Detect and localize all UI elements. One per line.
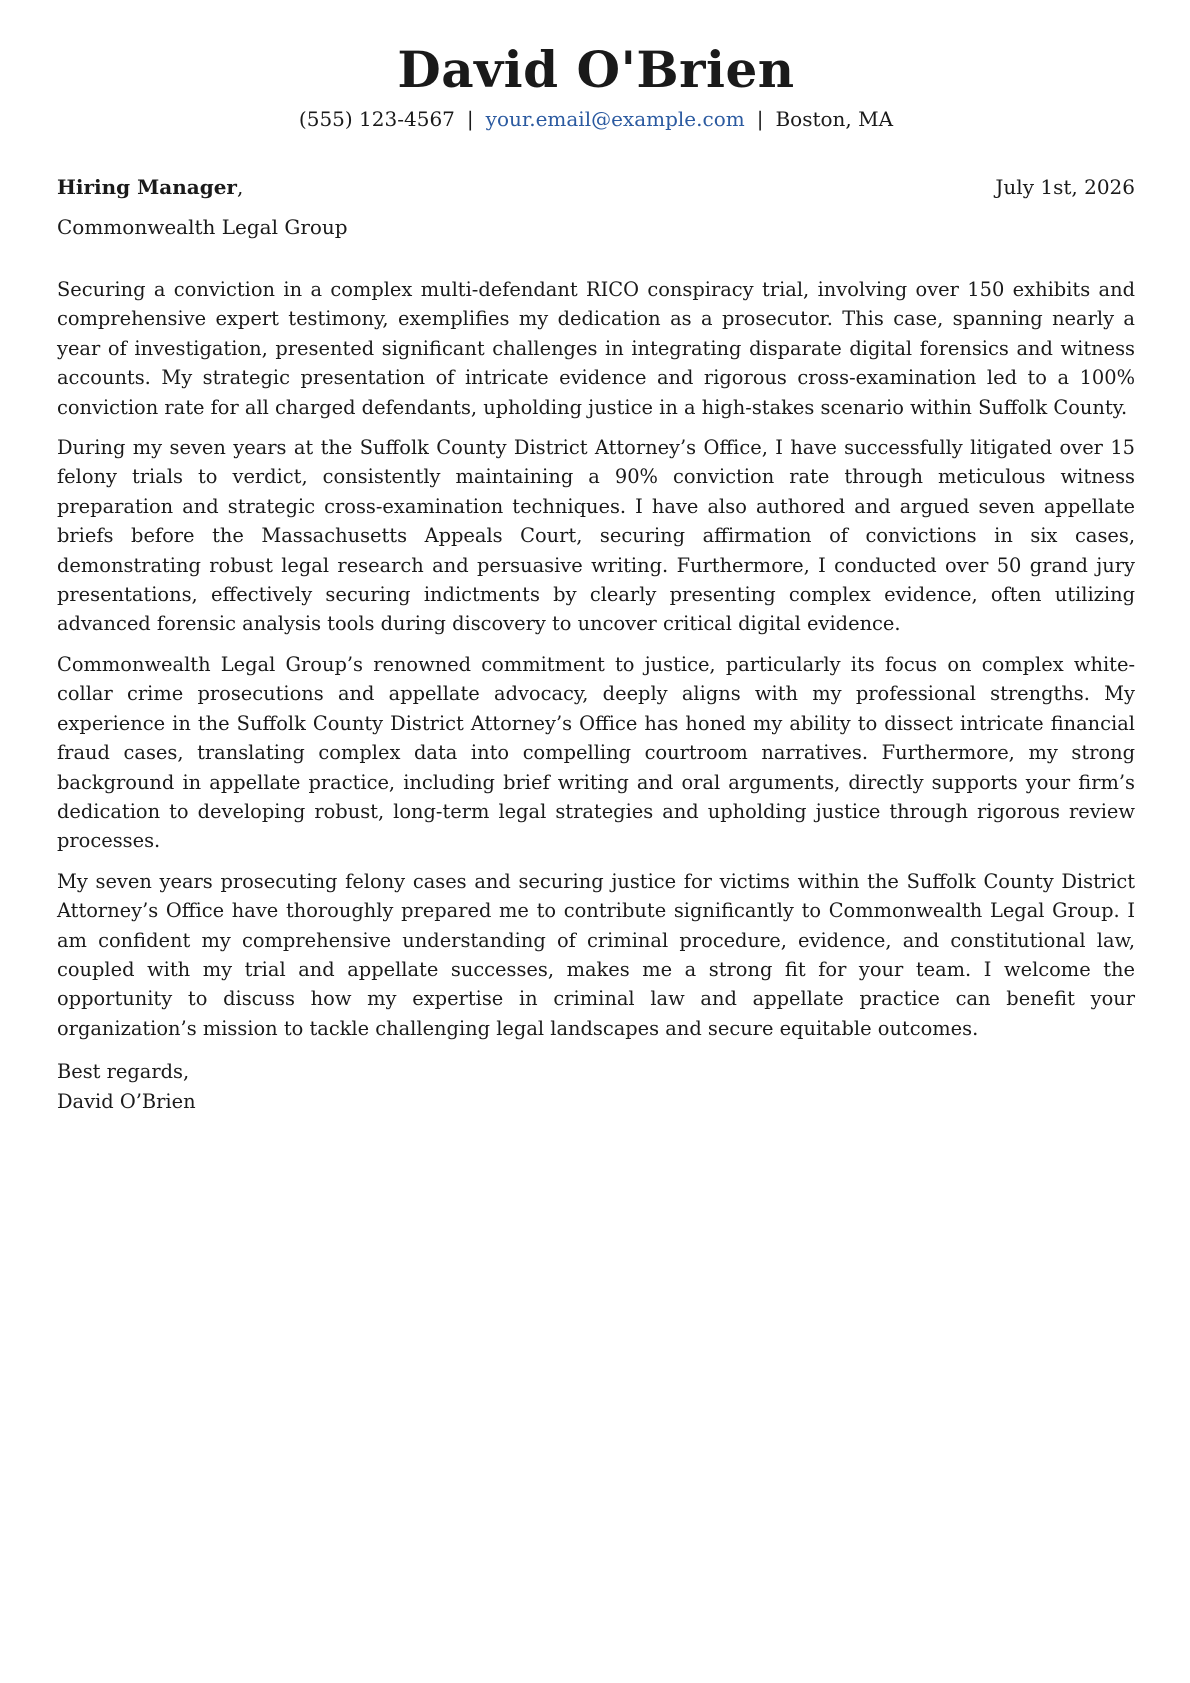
applicant-name: David O'Brien bbox=[397, 40, 795, 99]
recipient-row bbox=[57, 175, 1135, 199]
closing-salutation: Best regards, bbox=[57, 1060, 190, 1084]
location: Boston, MA bbox=[775, 107, 894, 131]
body-paragraph: Commonwealth Legal Group’s renowned commitment to justice, particularly its focus on complex white-collar crime prosecutions and appellate advocacy, deeply aligns with my professional strengths. My experience in the Suffolk County District Attorney’s Office has honed my ability to dissect intricate financial fraud cases, translating complex data into compelling courtroom narratives. Furthermore, my strong background in appellate practice, including brief writing and oral arguments, directly supports your firm’s dedication to developing robust, long-term legal strategies and upholding justice through rigorous review processes. bbox=[57, 652, 1135, 853]
recipient-company: Commonwealth Legal Group bbox=[57, 215, 348, 239]
contact-line bbox=[57, 107, 1135, 131]
body-paragraph: Securing a conviction in a complex multi-defendant RICO conspiracy trial, involving over 150 exhibits and comprehensive expert testimony, exemplifies my dedication as a prosecutor. This case, spanning nearly a year of investigation, presented significant challenges in integrating disparate digital forensics and witness accounts. My strategic presentation of intricate evidence and rigorous cross-examination led to a 100% conviction rate for all charged defendants, upholding justice in a high-stakes scenario within Suffolk County. bbox=[57, 278, 1135, 419]
closing-signature: David O’Brien bbox=[57, 1089, 196, 1113]
body-paragraph: My seven years prosecuting felony cases and securing justice for victims within the Suffolk County District Attorney’s Office have thoroughly prepared me to contribute significantly to Commonwealth Legal Group. I am confident my comprehensive understanding of criminal procedure, evidence, and constitutional law, coupled with my trial and appellate successes, makes me a strong fit for your team. I welcome the opportunity to discuss how my expertise in criminal law and appellate practice can benefit your organization’s mission to tackle challenging legal landscapes and secure equitable outcomes. bbox=[57, 869, 1135, 1040]
separator: | bbox=[756, 107, 764, 131]
letter-body bbox=[57, 275, 1135, 1043]
letter-header bbox=[57, 0, 1135, 131]
recipient-name: Hiring Manager bbox=[57, 175, 237, 199]
recipient-suffix: , bbox=[236, 175, 244, 199]
phone-number: (555) 123-4567 bbox=[298, 107, 455, 131]
separator: | bbox=[466, 107, 474, 131]
recipient-greeting bbox=[57, 175, 243, 199]
letter-date: July 1st, 2026 bbox=[995, 175, 1135, 199]
letter-closing bbox=[57, 1057, 1135, 1116]
body-paragraph: During my seven years at the Suffolk County District Attorney’s Office, I have successfully litigated over 15 felony trials to verdict, consistently maintaining a 90% conviction rate through meticulous witness preparation and strategic cross-examination techniques. I have also authored and argued seven appellate briefs before the Massachusetts Appeals Court, securing affirmation of convictions in six cases, demonstrating robust legal research and persuasive writing. Furthermore, I conducted over 50 grand jury presentations, effectively securing indictments by clearly presenting complex evidence, often utilizing advanced forensic analysis tools during discovery to uncover critical digital evidence. bbox=[57, 436, 1135, 636]
cover-letter-page bbox=[57, 0, 1135, 1116]
email-link[interactable]: your.email@example.com bbox=[485, 107, 745, 131]
